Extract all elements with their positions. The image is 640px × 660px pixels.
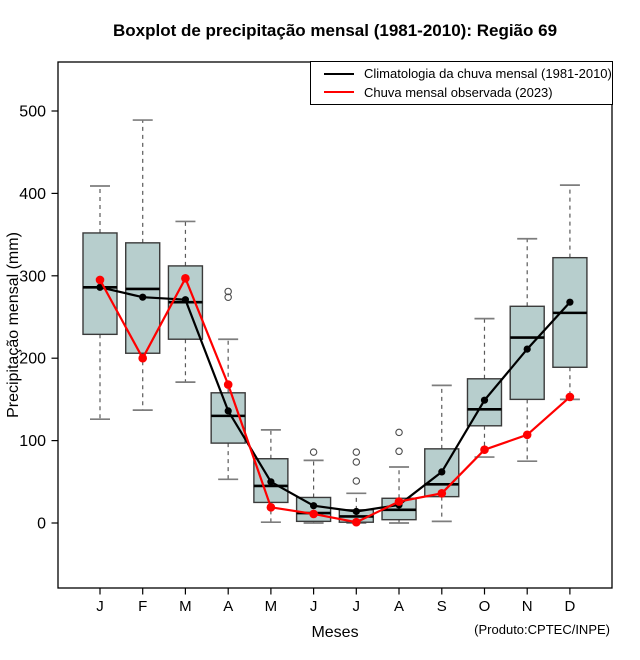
x-tick-label: F <box>138 598 148 615</box>
y-tick-label: 0 <box>37 515 46 533</box>
series-observed <box>96 274 575 527</box>
x-tick-label: O <box>478 598 491 615</box>
x-tick-label: J <box>309 598 318 615</box>
chart-title: Boxplot de precipitação mensal (1981-2010): Região 69 <box>112 21 558 40</box>
x-tick-label: M <box>179 598 192 615</box>
x-tick-label: M <box>264 598 278 615</box>
y-tick-label: 100 <box>19 433 46 451</box>
x-tick-label: A <box>393 598 405 615</box>
boxplot-month-Out <box>467 319 501 457</box>
x-tick-label: N <box>521 598 533 615</box>
legend-label: Chuva mensal observada (2023) <box>364 84 553 100</box>
legend <box>310 61 613 105</box>
observed-line-swatch <box>324 91 354 93</box>
x-tick-label: D <box>564 598 576 615</box>
y-axis-label: Precipitação mensal (mm) <box>5 232 22 418</box>
x-axis-label: Meses <box>311 624 359 641</box>
legend-item-climatology <box>324 67 612 80</box>
boxplot-month-Ago <box>382 429 416 523</box>
y-tick-label: 200 <box>19 350 46 368</box>
boxplot-month-Fev <box>126 120 160 410</box>
legend-item-observed <box>324 86 612 99</box>
x-tick-label: J <box>96 598 104 615</box>
y-tick-label: 300 <box>19 268 46 286</box>
source-footnote: (Produto:CPTEC/INPE) <box>474 622 610 637</box>
x-tick-label: S <box>436 598 447 615</box>
x-tick-label: J <box>352 598 361 615</box>
y-tick-label: 500 <box>19 103 46 121</box>
y-tick-label: 400 <box>19 185 46 203</box>
boxplot-month-Dez <box>553 185 587 399</box>
climatology-line-swatch <box>324 73 354 75</box>
legend-label: Climatologia da chuva mensal (1981-2010) <box>364 66 612 82</box>
x-tick-label: A <box>223 598 234 615</box>
